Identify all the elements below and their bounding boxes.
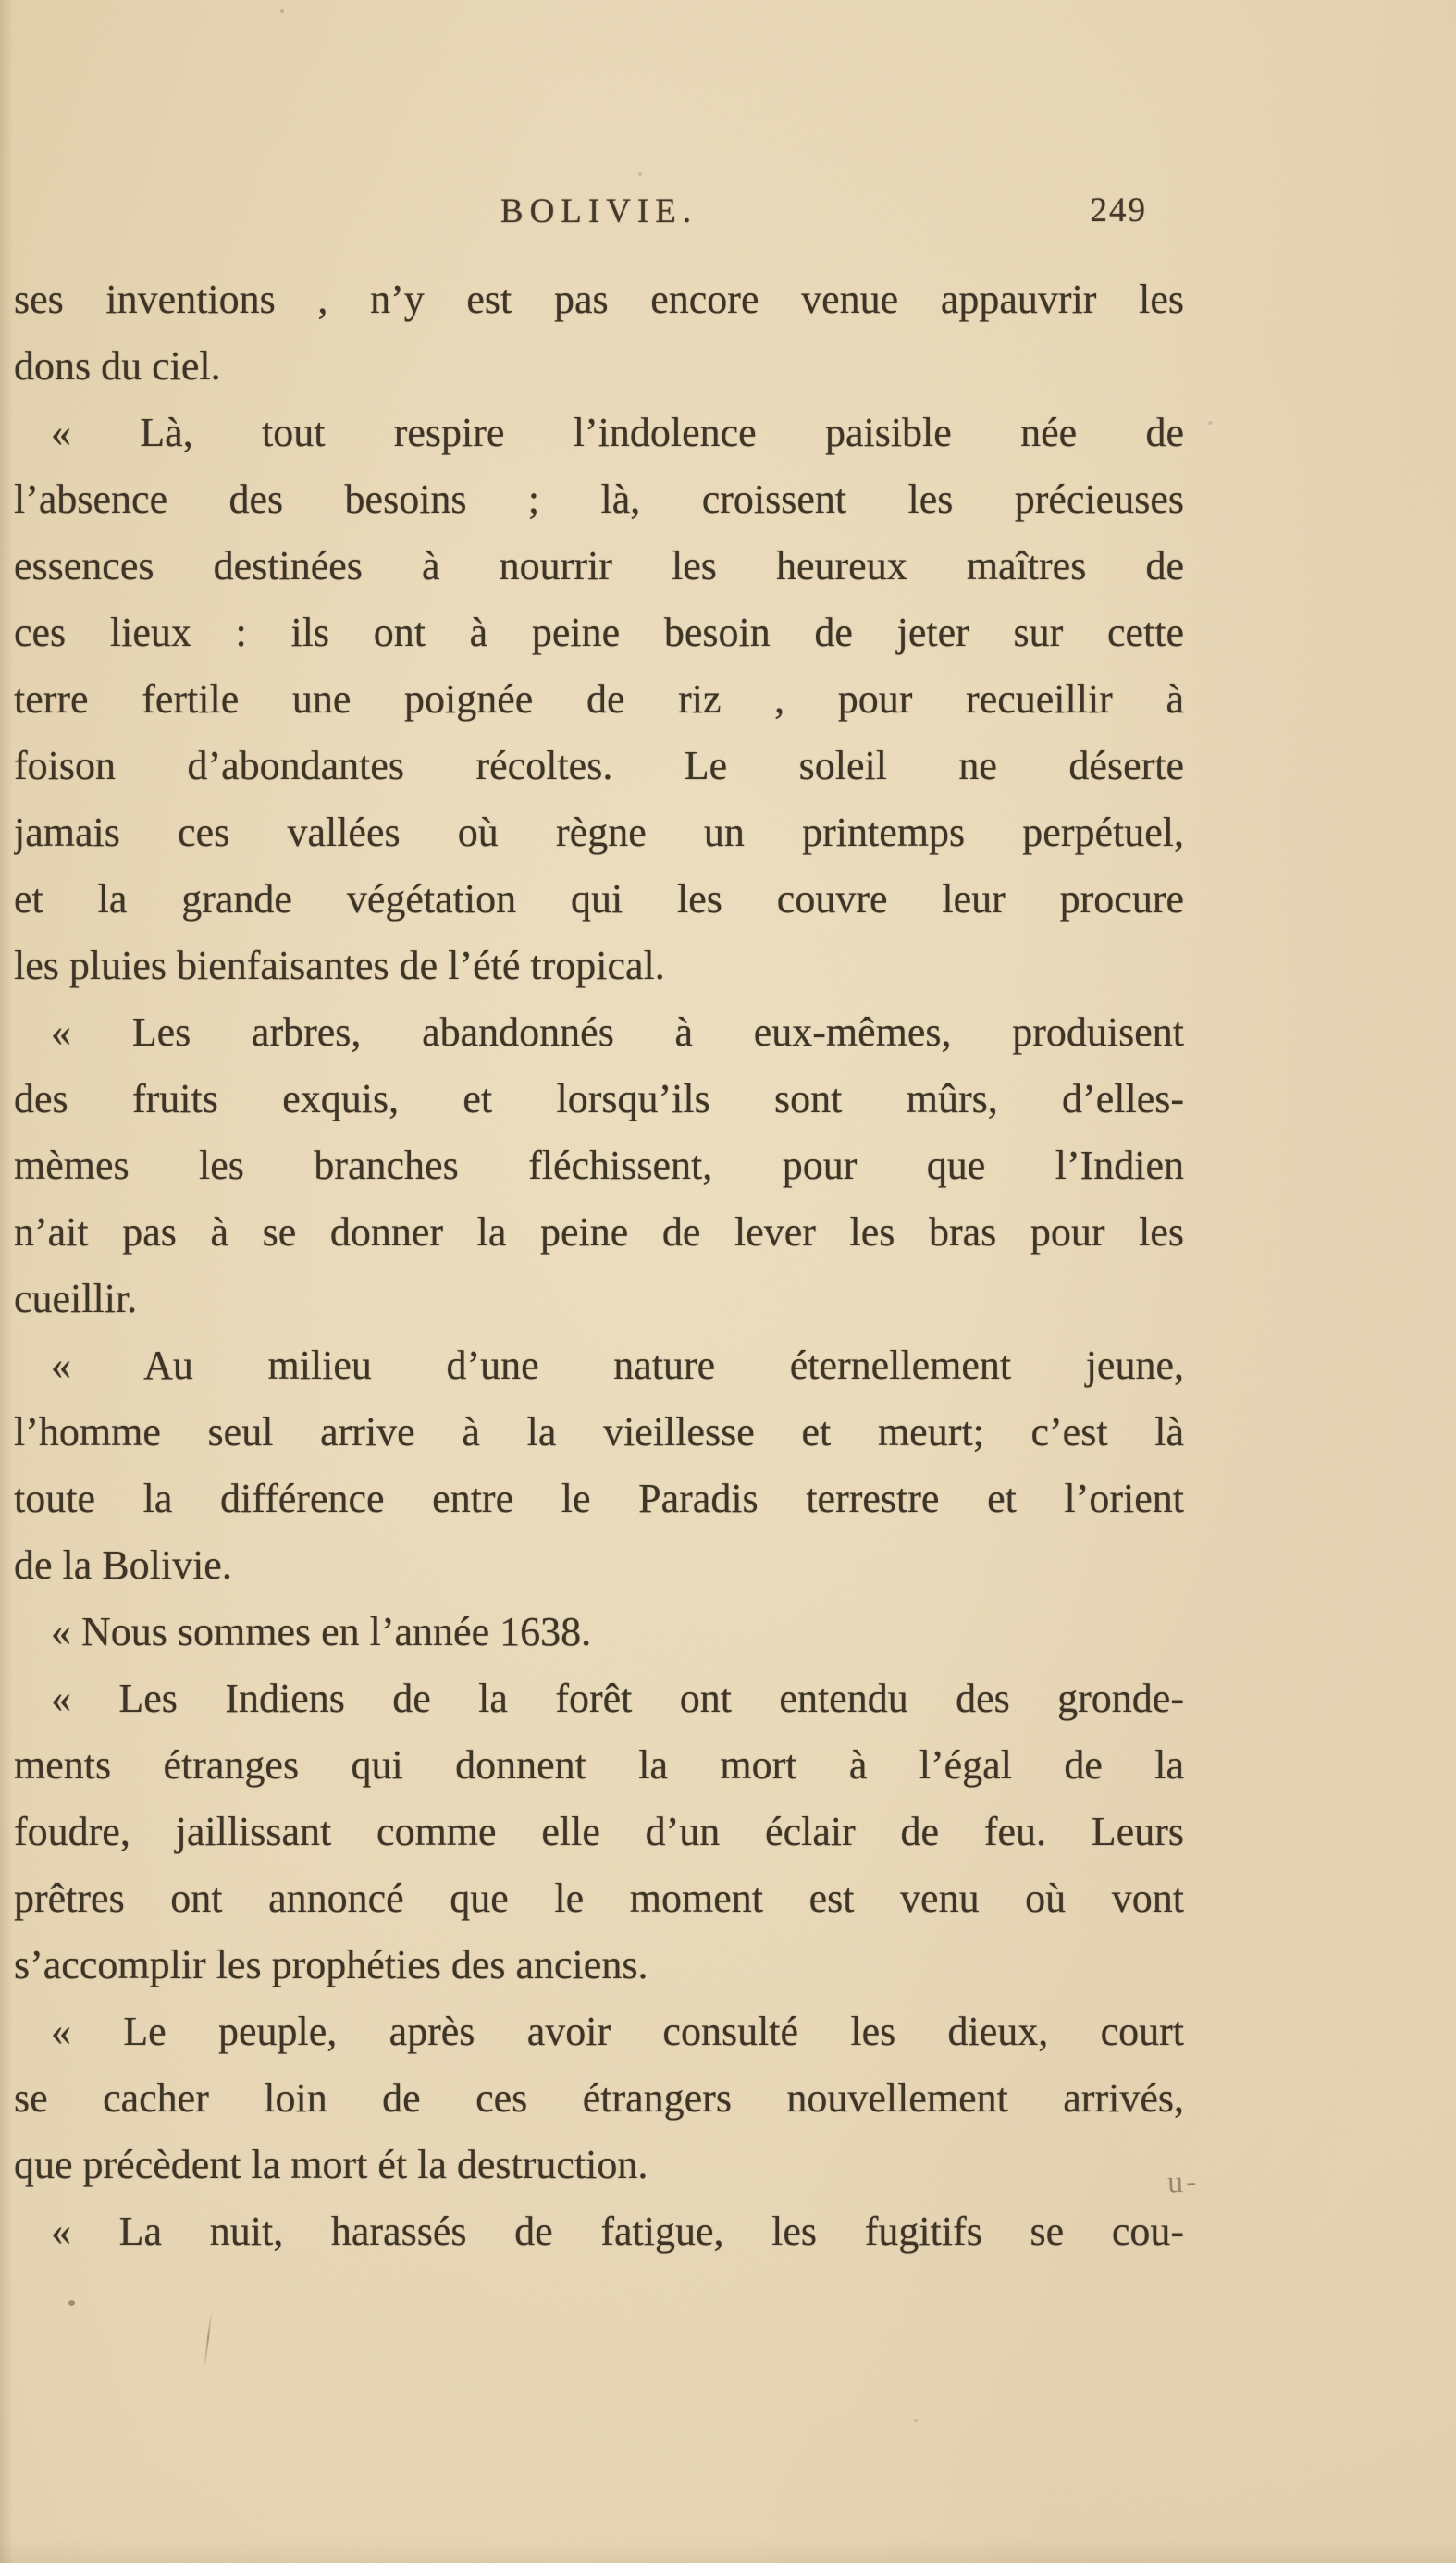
pencil-margin-mark: u- [1166, 2164, 1200, 2200]
text-line: jamais ces vallées où règne un printemps perpétuel, [14, 810, 1184, 855]
text-line: foudre, jaillissant comme elle d’un éclair de feu. Leurs [14, 1809, 1184, 1854]
text-line: terre fertile une poignée de riz , pour recueillir à [14, 676, 1184, 722]
text-line: dons du ciel. [14, 343, 221, 389]
text-line: « Nous sommes en l’année 1638. [51, 1609, 592, 1654]
page-bottom-edge-shadow [0, 2539, 1456, 2563]
page-header [14, 192, 1184, 236]
text-line: ses inventions , n’y est pas encore venue appauvrir les [14, 277, 1184, 322]
text-line: cueillir. [14, 1276, 138, 1321]
text-line: se cacher loin de ces étrangers nouvellement arrivés, [14, 2075, 1184, 2121]
text-line: n’ait pas à se donner la peine de lever les bras pour les [14, 1209, 1184, 1255]
text-line: prêtres ont annoncé que le moment est venu où vont [14, 1876, 1184, 1921]
text-line: mèmes les branches fléchissent, pour que l’Indien [14, 1143, 1184, 1188]
text-line: foison d’abondantes récoltes. Le soleil ne déserte [14, 743, 1184, 788]
text-line: « Là, tout respire l’indolence paisible née de [51, 410, 1184, 455]
paper-scratch [204, 2311, 212, 2365]
text-line: « Le peuple, après avoir consulté les dieux, court [51, 2009, 1184, 2054]
ink-speck [1208, 421, 1213, 425]
text-line: l’homme seul arrive à la vieillesse et meurt; c’est là [14, 1409, 1184, 1455]
text-line: s’accomplir les prophéties des anciens. [14, 1942, 648, 1987]
text-line: « Les Indiens de la forêt ont entendu des gronde- [51, 1676, 1184, 1721]
ink-speck [638, 172, 642, 176]
page-number: 249 [1090, 192, 1147, 229]
text-line: que précèdent la mort ét la destruction. [14, 2142, 648, 2187]
text-line: et la grande végétation qui les couvre leur procure [14, 876, 1184, 922]
body-text [14, 266, 1184, 2265]
text-line: « La nuit, harassés de fatigue, les fugitifs se cou- [51, 2209, 1184, 2254]
text-line: ces lieux : ils ont à peine besoin de jeter sur cette [14, 610, 1184, 655]
text-line: « Au milieu d’une nature éternellement jeune, [51, 1343, 1184, 1388]
text-line: des fruits exquis, et lorsqu’ils sont mûrs, d’elles- [14, 1076, 1184, 1121]
text-line: l’absence des besoins ; là, croissent les précieuses [14, 477, 1184, 522]
ink-speck [914, 2419, 918, 2422]
text-line: « Les arbres, abandonnés à eux-mêmes, produisent [51, 1009, 1184, 1055]
text-line: de la Bolivie. [14, 1542, 232, 1588]
running-title: BOLIVIE. [500, 192, 698, 230]
text-line: ments étranges qui donnent la mort à l’égal de la [14, 1742, 1184, 1788]
text-line: toute la différence entre le Paradis terrestre et l’orient [14, 1476, 1184, 1521]
text-line: essences destinées à nourrir les heureux maîtres de [14, 543, 1184, 588]
ink-speck [280, 9, 284, 13]
ink-speck [68, 2300, 75, 2306]
page-left-edge-shadow [0, 0, 13, 2563]
text-line: les pluies bienfaisantes de l’été tropical. [14, 943, 665, 988]
